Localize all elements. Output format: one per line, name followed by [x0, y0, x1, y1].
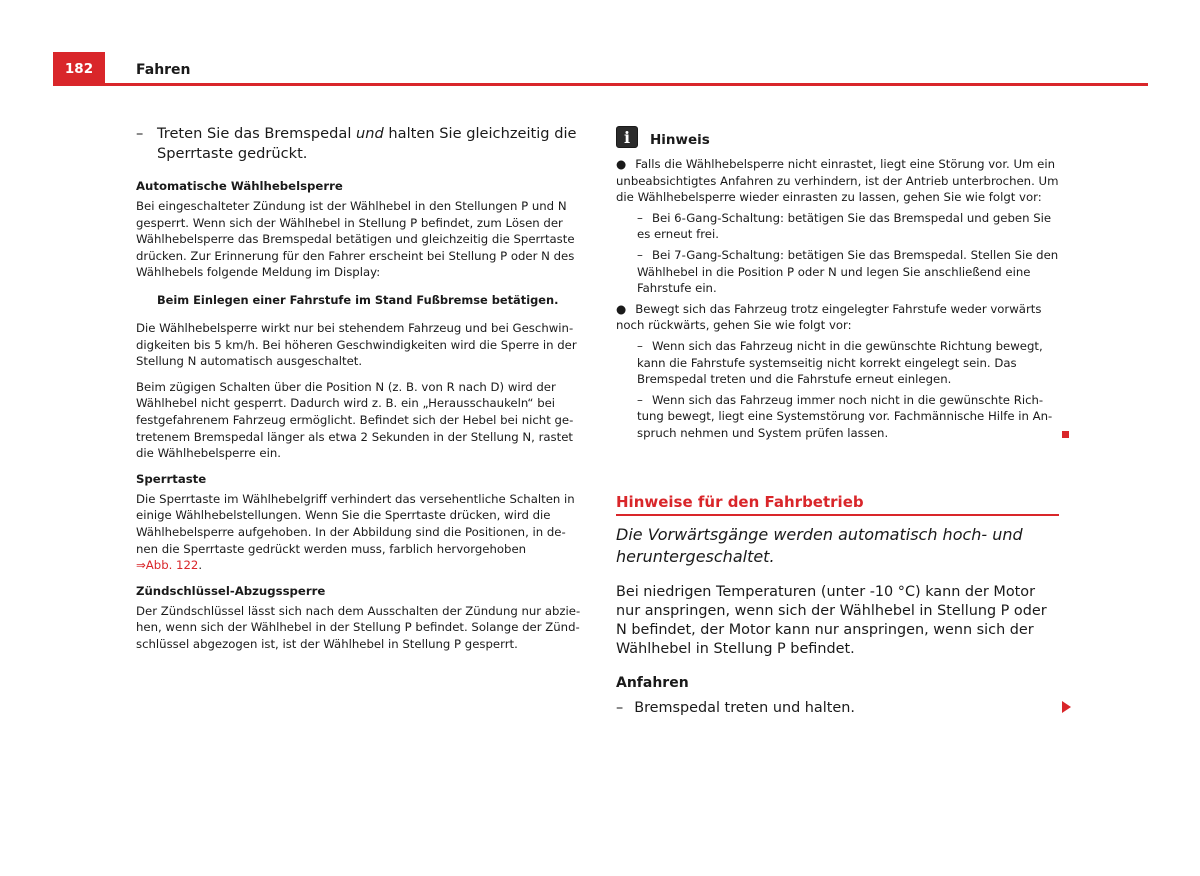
bullet-1-text: Falls die Wählhebelsperre nicht einrastet, liegt eine Störung vor. Um ein unbeabsichtigtes Anfahren zu verhindern, ist der Antrieb unterbrochen. Um die Wählhebelsperre wieder einrasten zu lassen, gehen Sie wie folgt vor: [616, 157, 1059, 205]
display-message: Beim Einlegen einer Fahrstufe im Stand Fußbremse betätigen. [157, 292, 559, 307]
hinweis-sub-4 [616, 392, 1061, 442]
hinweis-title: Hinweis [650, 132, 710, 148]
driving-notes-rule [616, 514, 1059, 516]
lead-step-text-after: halten Sie gleichzeitig die Sperrtaste gedrückt. [157, 125, 577, 162]
hinweis-sub-3 [616, 338, 1061, 388]
sub-dash: – [637, 338, 643, 353]
hinweis-sub-2 [616, 247, 1061, 297]
xref-suffix: . [198, 558, 203, 573]
left-column [136, 124, 581, 661]
sub-2-text: Bei 7-Gang-Schaltung: betätigen Sie das Bremspedal. Stellen Sie den Wählhebel in die Position P oder N und legen Sie anschließend eine Fahrstufe ein. [637, 247, 1059, 296]
hinweis-bullet-2 [616, 301, 1061, 334]
info-icon: i [616, 126, 638, 148]
lead-step-emphasis: und [356, 125, 384, 142]
key-lock-heading: Zündschlüssel-Abzugssperre [136, 583, 326, 598]
bullet-dot: ● [616, 157, 627, 171]
bullet-2-text: Bewegt sich das Fahrzeug trotz eingelegter Fahrstufe weder vorwärts noch rückwärts, gehen Sie wie folgt vor: [616, 301, 1042, 333]
auto-lock-paragraph-1: Bei eingeschalteter Zündung ist der Wählhebel in den Stellungen P und N gesperrt. Wenn sich der Wählhebel in Stellung P befindet, zum Lösen der Wählhebelsperre das Bremspedal betätigen und gleichzeitig die Sperrtaste drücken. Zur Erinnerung für den Fahrer erscheint bei Stellung P oder N des Wählhebels folgende Meldung im Display: [136, 199, 575, 280]
driving-notes-body: Bei niedrigen Temperaturen (unter -10 °C) kann der Motor nur anspringen, wenn sich der Wählhebel in Stellung P oder N befindet, der Motor kann nur anspringen, wenn sich der Wählhebel in Stellung P befindet. [616, 584, 1047, 657]
lock-button-text: Die Sperrtaste im Wählhebelgriff verhindert das versehentliche Schalten in einige Wählhebelstellungen. Wenn Sie die Sperrtaste drücken, wird die Wählhebelsperre aufgehoben. In der Abbildung sind die Positionen, in denen die Sperrtaste gedrückt werden muss, farblich hervorgehoben [136, 491, 575, 556]
lead-step [136, 124, 581, 163]
driving-notes-heading: Hinweise für den Fahrbetrieb [616, 493, 864, 511]
lead-step-text-before: Treten Sie das Bremspedal [157, 125, 357, 142]
hinweis-sub-1 [616, 210, 1061, 243]
right-column [616, 124, 1061, 446]
step-dash: – [136, 125, 144, 142]
sub-4-text: Wenn sich das Fahrzeug immer noch nicht in die gewünschte Richtung bewegt, liegt eine Systemstörung vor. Fachmännische Hilfe in Anspruch nehmen und System prüfen lassen. [637, 392, 1053, 440]
hinweis-header [616, 124, 1061, 150]
anfahren-step-text: Bremspedal treten und halten. [634, 700, 855, 716]
sub-3-text: Wenn sich das Fahrzeug nicht in die gewünschte Richtung bewegt, kann die Fahrstufe systemseitig nicht korrekt eingelegt sein. Das Bremspedal treten und die Fahrstufe erneut einlegen. [637, 338, 1043, 387]
lock-button-paragraph [136, 491, 581, 574]
sub-dash: – [637, 392, 643, 407]
sub-1-text: Bei 6-Gang-Schaltung: betätigen Sie das Bremspedal und geben Sie es erneut frei. [637, 210, 1052, 242]
page-number-badge: 182 [53, 52, 105, 85]
sub-dash: – [637, 210, 643, 225]
step-dash: – [616, 700, 624, 716]
driving-notes-lead: Die Vorwärtsgänge werden automatisch hoch- und heruntergeschaltet. [616, 525, 1023, 566]
section-title: Fahren [136, 62, 191, 78]
anfahren-step [616, 699, 855, 718]
key-lock-paragraph: Der Zündschlüssel lässt sich nach dem Ausschalten der Zündung nur abziehen, wenn sich der Wählhebel in der Stellung P befindet. Solange der Zündschlüssel abgezogen ist, ist der Wählhebel in Stellung P gesperrt. [136, 603, 581, 651]
header-rule [53, 83, 1148, 86]
lock-button-heading: Sperrtaste [136, 471, 207, 486]
bullet-dot: ● [616, 301, 627, 316]
auto-lock-paragraph-3: Beim zügigen Schalten über die Position N (z. B. von R nach D) wird der Wählhebel nicht gesperrt. Dadurch wird z. B. ein „Herausschaukeln“ bei festgefahrenem Fahrzeug ermöglicht. Befindet sich der Hebel bei nicht getretenem Bremspedal länger als etwa 2 Sekunden in der Stellung N, rastet die Wählhebelsperre ein. [136, 379, 574, 461]
continue-arrow-icon [1062, 701, 1071, 713]
sub-dash: – [637, 247, 643, 262]
auto-lock-paragraph-2: Die Wählhebelsperre wirkt nur bei stehendem Fahrzeug und bei Geschwindigkeiten bis 5 km/h. Bei höheren Geschwindigkeiten wird die Sperre in der Stellung N automatisch ausgeschaltet. [136, 320, 577, 369]
end-of-section-marker [1062, 431, 1069, 438]
anfahren-heading: Anfahren [616, 675, 689, 691]
hinweis-bullet-1 [616, 156, 1061, 206]
figure-reference-link[interactable]: ⇒Abb. 122 [136, 558, 199, 573]
auto-lock-heading: Automatische Wählhebelsperre [136, 179, 343, 193]
